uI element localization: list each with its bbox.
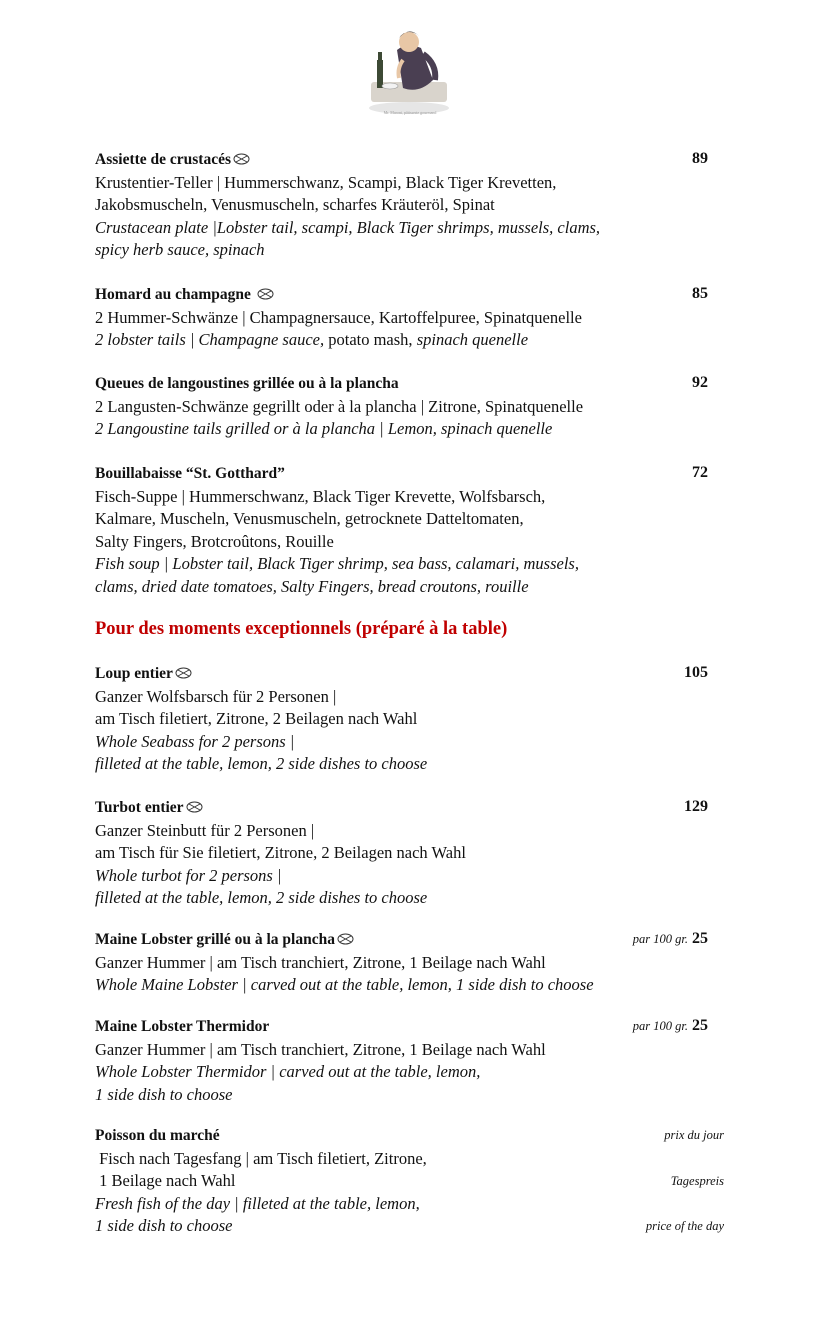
item-desc-en-1: [95, 329, 735, 352]
menu-item-poisson-du-marche: [95, 1124, 735, 1238]
item-price: 129: [684, 798, 708, 815]
menu-item-homard: [95, 283, 735, 352]
item-title: Poisson du marché: [95, 1127, 220, 1144]
item-desc-de-1: 2 Hummer-Schwänze | Champagnersauce, Kartoffelpuree, Spinatquenelle: [95, 307, 582, 327]
item-desc-de-1: 2 Langusten-Schwänze gegrillt oder à la plancha | Zitrone, Spinatquenelle: [95, 396, 584, 416]
item-desc-de-2: am Tisch filetiert, Zitrone, 2 Beilagen nach Wahl: [95, 709, 418, 728]
item-desc-de-2: 1 Beilage nach Wahl: [95, 1171, 236, 1190]
price-unit: par 100 gr.: [632, 932, 688, 946]
price-unit: par 100 gr.: [632, 1019, 688, 1033]
item-title: Maine Lobster grillé ou à la plancha: [95, 931, 335, 948]
price-value: 25: [692, 1017, 708, 1034]
menu-item-langoustines: [95, 372, 735, 441]
price-value: 25: [692, 930, 708, 947]
price-note-en: price of the day: [645, 1219, 724, 1233]
item-desc-en-1: Whole Lobster Thermidor | carved out at the table, lemon,: [95, 1062, 481, 1081]
item-title: Maine Lobster Thermidor: [95, 1018, 270, 1035]
item-desc-en-2: 1 side dish to choose: [95, 1084, 233, 1104]
fish-filleting-icon: [175, 667, 192, 679]
item-desc-en-part-c: spinach quenelle: [416, 330, 529, 349]
item-desc-en-2: filleted at the table, lemon, 2 side dishes to choose: [95, 754, 428, 773]
price-note-fr: prix du jour: [664, 1128, 724, 1142]
item-desc-en-2: clams, dried date tomatoes, Salty Fingers, bread croutons, rouille: [95, 576, 529, 596]
item-title: Queues de langoustines grillée ou à la plancha: [95, 375, 399, 392]
menu-item-bouillabaisse: [95, 462, 735, 598]
item-title: Turbot entier: [95, 799, 184, 816]
menu-item-loup: [95, 662, 735, 776]
item-desc-en-1: Fish soup | Lobster tail, Black Tiger shrimp, sea bass, calamari, mussels,: [95, 554, 579, 573]
item-price: [633, 1015, 708, 1038]
item-desc-en-1: Whole turbot for 2 persons |: [95, 865, 282, 885]
item-price: 92: [692, 374, 708, 391]
item-desc-en-part-b: potato mash,: [324, 330, 417, 349]
logo-caption: Mr. Maroni, pâtisserie gourmand: [383, 110, 437, 115]
item-desc-de-1: Ganzer Wolfsbarsch für 2 Personen |: [95, 686, 337, 706]
fish-filleting-icon: [257, 288, 274, 300]
item-desc-en-1: Whole Maine Lobster | carved out at the table, lemon, 1 side dish to choose: [95, 975, 594, 994]
item-desc-en-1: Crustacean plate |Lobster tail, scampi, Black Tiger shrimps, mussels, clams,: [95, 217, 601, 237]
fish-filleting-icon: [233, 153, 250, 165]
item-desc-de-3: Salty Fingers, Brotcroûtons, Rouille: [95, 531, 334, 551]
item-desc-de-2: am Tisch für Sie filetiert, Zitrone, 2 Beilagen nach Wahl: [95, 843, 466, 862]
gentleman-dining-illustration: [363, 20, 455, 120]
item-desc-de-1: Krustentier-Teller | Hummerschwanz, Scampi, Black Tiger Krevetten,: [95, 172, 557, 192]
item-price: 105: [684, 664, 708, 681]
item-price: 85: [692, 285, 708, 302]
item-price: 89: [692, 150, 708, 167]
item-desc-de-1: Ganzer Hummer | am Tisch tranchiert, Zitrone, 1 Beilage nach Wahl: [95, 1039, 546, 1059]
section-heading: Pour des moments exceptionnels (préparé à la table): [95, 619, 508, 639]
menu-item-assiette: [95, 148, 735, 262]
item-title: Assiette de crustacés: [95, 151, 232, 168]
menu-item-maine-lobster-grille: [95, 928, 735, 997]
item-desc-en-2: filleted at the table, lemon, 2 side dishes to choose: [95, 888, 428, 907]
item-title: Homard au champagne: [95, 286, 251, 303]
item-desc-de-1: Ganzer Steinbutt für 2 Personen |: [95, 820, 315, 840]
price-note-de: Tagespreis: [670, 1174, 724, 1188]
fish-filleting-icon: [337, 933, 354, 945]
item-desc-en-1: Fresh fish of the day | filleted at the table, lemon,: [95, 1193, 420, 1213]
item-desc-en-1: Whole Seabass for 2 persons |: [95, 731, 295, 751]
item-desc-de-2: Jakobsmuscheln, Venusmuscheln, scharfes Kräuteröl, Spinat: [95, 195, 495, 214]
item-desc-de-2: Kalmare, Muscheln, Venusmuscheln, getrocknete Datteltomaten,: [95, 509, 524, 528]
item-desc-de-1: Fisch-Suppe | Hummerschwanz, Black Tiger Krevette, Wolfsbarsch,: [95, 486, 546, 506]
item-title: Bouillabaisse “St. Gotthard”: [95, 465, 285, 482]
item-desc-en-2: 1 side dish to choose: [95, 1216, 233, 1235]
item-desc-en-1: 2 Langoustine tails grilled or à la plancha | Lemon, spinach quenelle: [95, 419, 553, 438]
menu-item-turbot: [95, 796, 735, 910]
item-desc-de-1: Ganzer Hummer | am Tisch tranchiert, Zitrone, 1 Beilage nach Wahl: [95, 952, 546, 972]
item-title: Loup entier: [95, 665, 173, 682]
item-desc-en-part-a: 2 lobster tails | Champagne sauce,: [95, 330, 325, 349]
fish-filleting-icon: [186, 801, 203, 813]
item-price: [633, 928, 708, 951]
item-desc-en-2: spicy herb sauce, spinach: [95, 240, 265, 259]
item-desc-de-1: Fisch nach Tagesfang | am Tisch filetiert, Zitrone,: [95, 1148, 427, 1168]
item-price: 72: [692, 464, 708, 481]
menu-item-maine-lobster-thermidor: [95, 1015, 735, 1106]
